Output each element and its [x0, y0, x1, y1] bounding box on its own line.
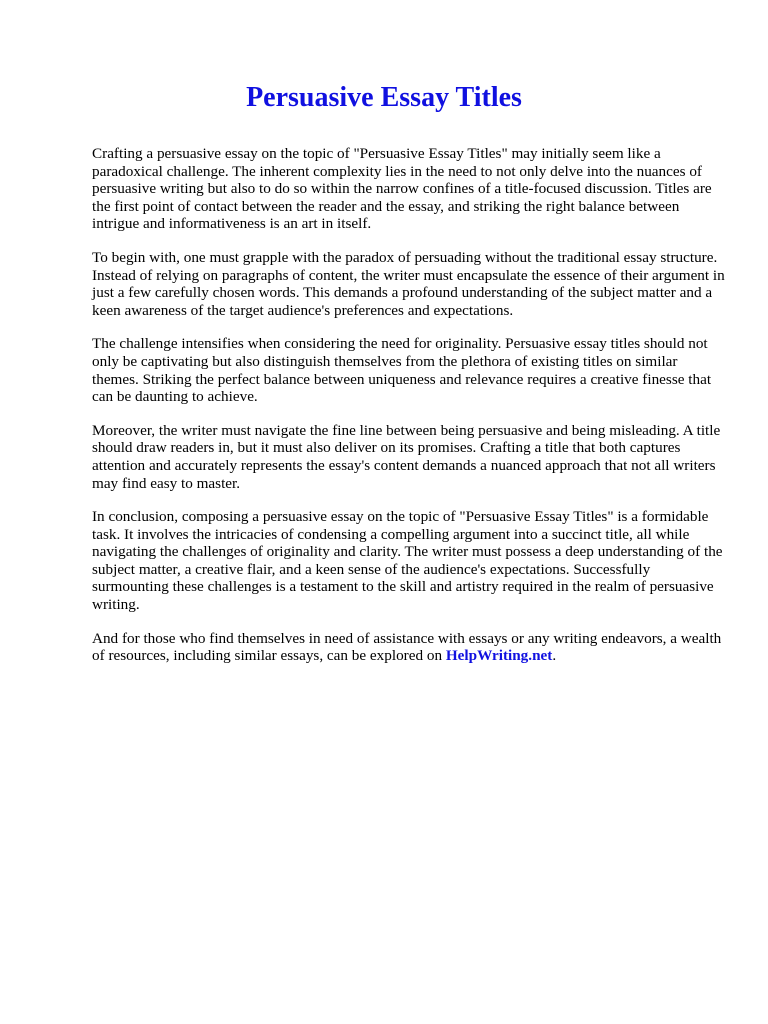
page-title: Persuasive Essay Titles: [246, 82, 522, 113]
closing-text: And for those who find themselves in need of assistance with essays or any writing endeavors, a wealth of resources, including similar essays, can be explored on: [92, 629, 722, 665]
paragraph-5: In conclusion, composing a persuasive essay on the topic of "Persuasive Essay Titles" is a formidable task. It involves the intricacies of condensing a compelling argument into a succinct title, all while navigating the challenges of originality and clarity. The writer must possess a deep understanding of the subject matter, a creative flair, and a keen sense of the audience's expectations. Successfully surmounting these challenges is a testament to the skill and artistry required in the realm of persuasive writing.: [92, 508, 723, 614]
essay-body: [92, 145, 728, 681]
helpwriting-link[interactable]: HelpWriting.net: [445, 647, 553, 665]
closing-period: .: [552, 647, 557, 665]
paragraph-1: Crafting a persuasive essay on the topic of "Persuasive Essay Titles" may initially seem like a paradoxical challenge. The inherent complexity lies in the need to not only delve into the nuances of persuasive writing but also to do so within the narrow confines of a title-focused discussion. Titles are the first point of contact between the reader and the essay, and striking the right balance between intrigue and informativeness is an art in itself.: [92, 145, 712, 233]
closing-paragraph: [92, 630, 728, 665]
paragraph-2: To begin with, one must grapple with the paradox of persuading without the traditional essay structure. Instead of relying on paragraphs of content, the writer must encapsulate the essence of their argument in just a few carefully chosen words. This demands a profound understanding of the subject matter and a keen awareness of the target audience's preferences and expectations.: [92, 248, 725, 319]
paragraph-4: Moreover, the writer must navigate the fine line between being persuasive and being misleading. A title should draw readers in, but it must also deliver on its promises. Crafting a title that both captures attention and accurately represents the essay's content demands a nuanced approach that not all writers may find easy to master.: [92, 421, 721, 492]
paragraph-3: The challenge intensifies when considering the need for originality. Persuasive essay titles should not only be captivating but also distinguish themselves from the plethora of existing titles on similar themes. Striking the perfect balance between uniqueness and relevance requires a creative finesse that can be daunting to achieve.: [92, 335, 712, 406]
